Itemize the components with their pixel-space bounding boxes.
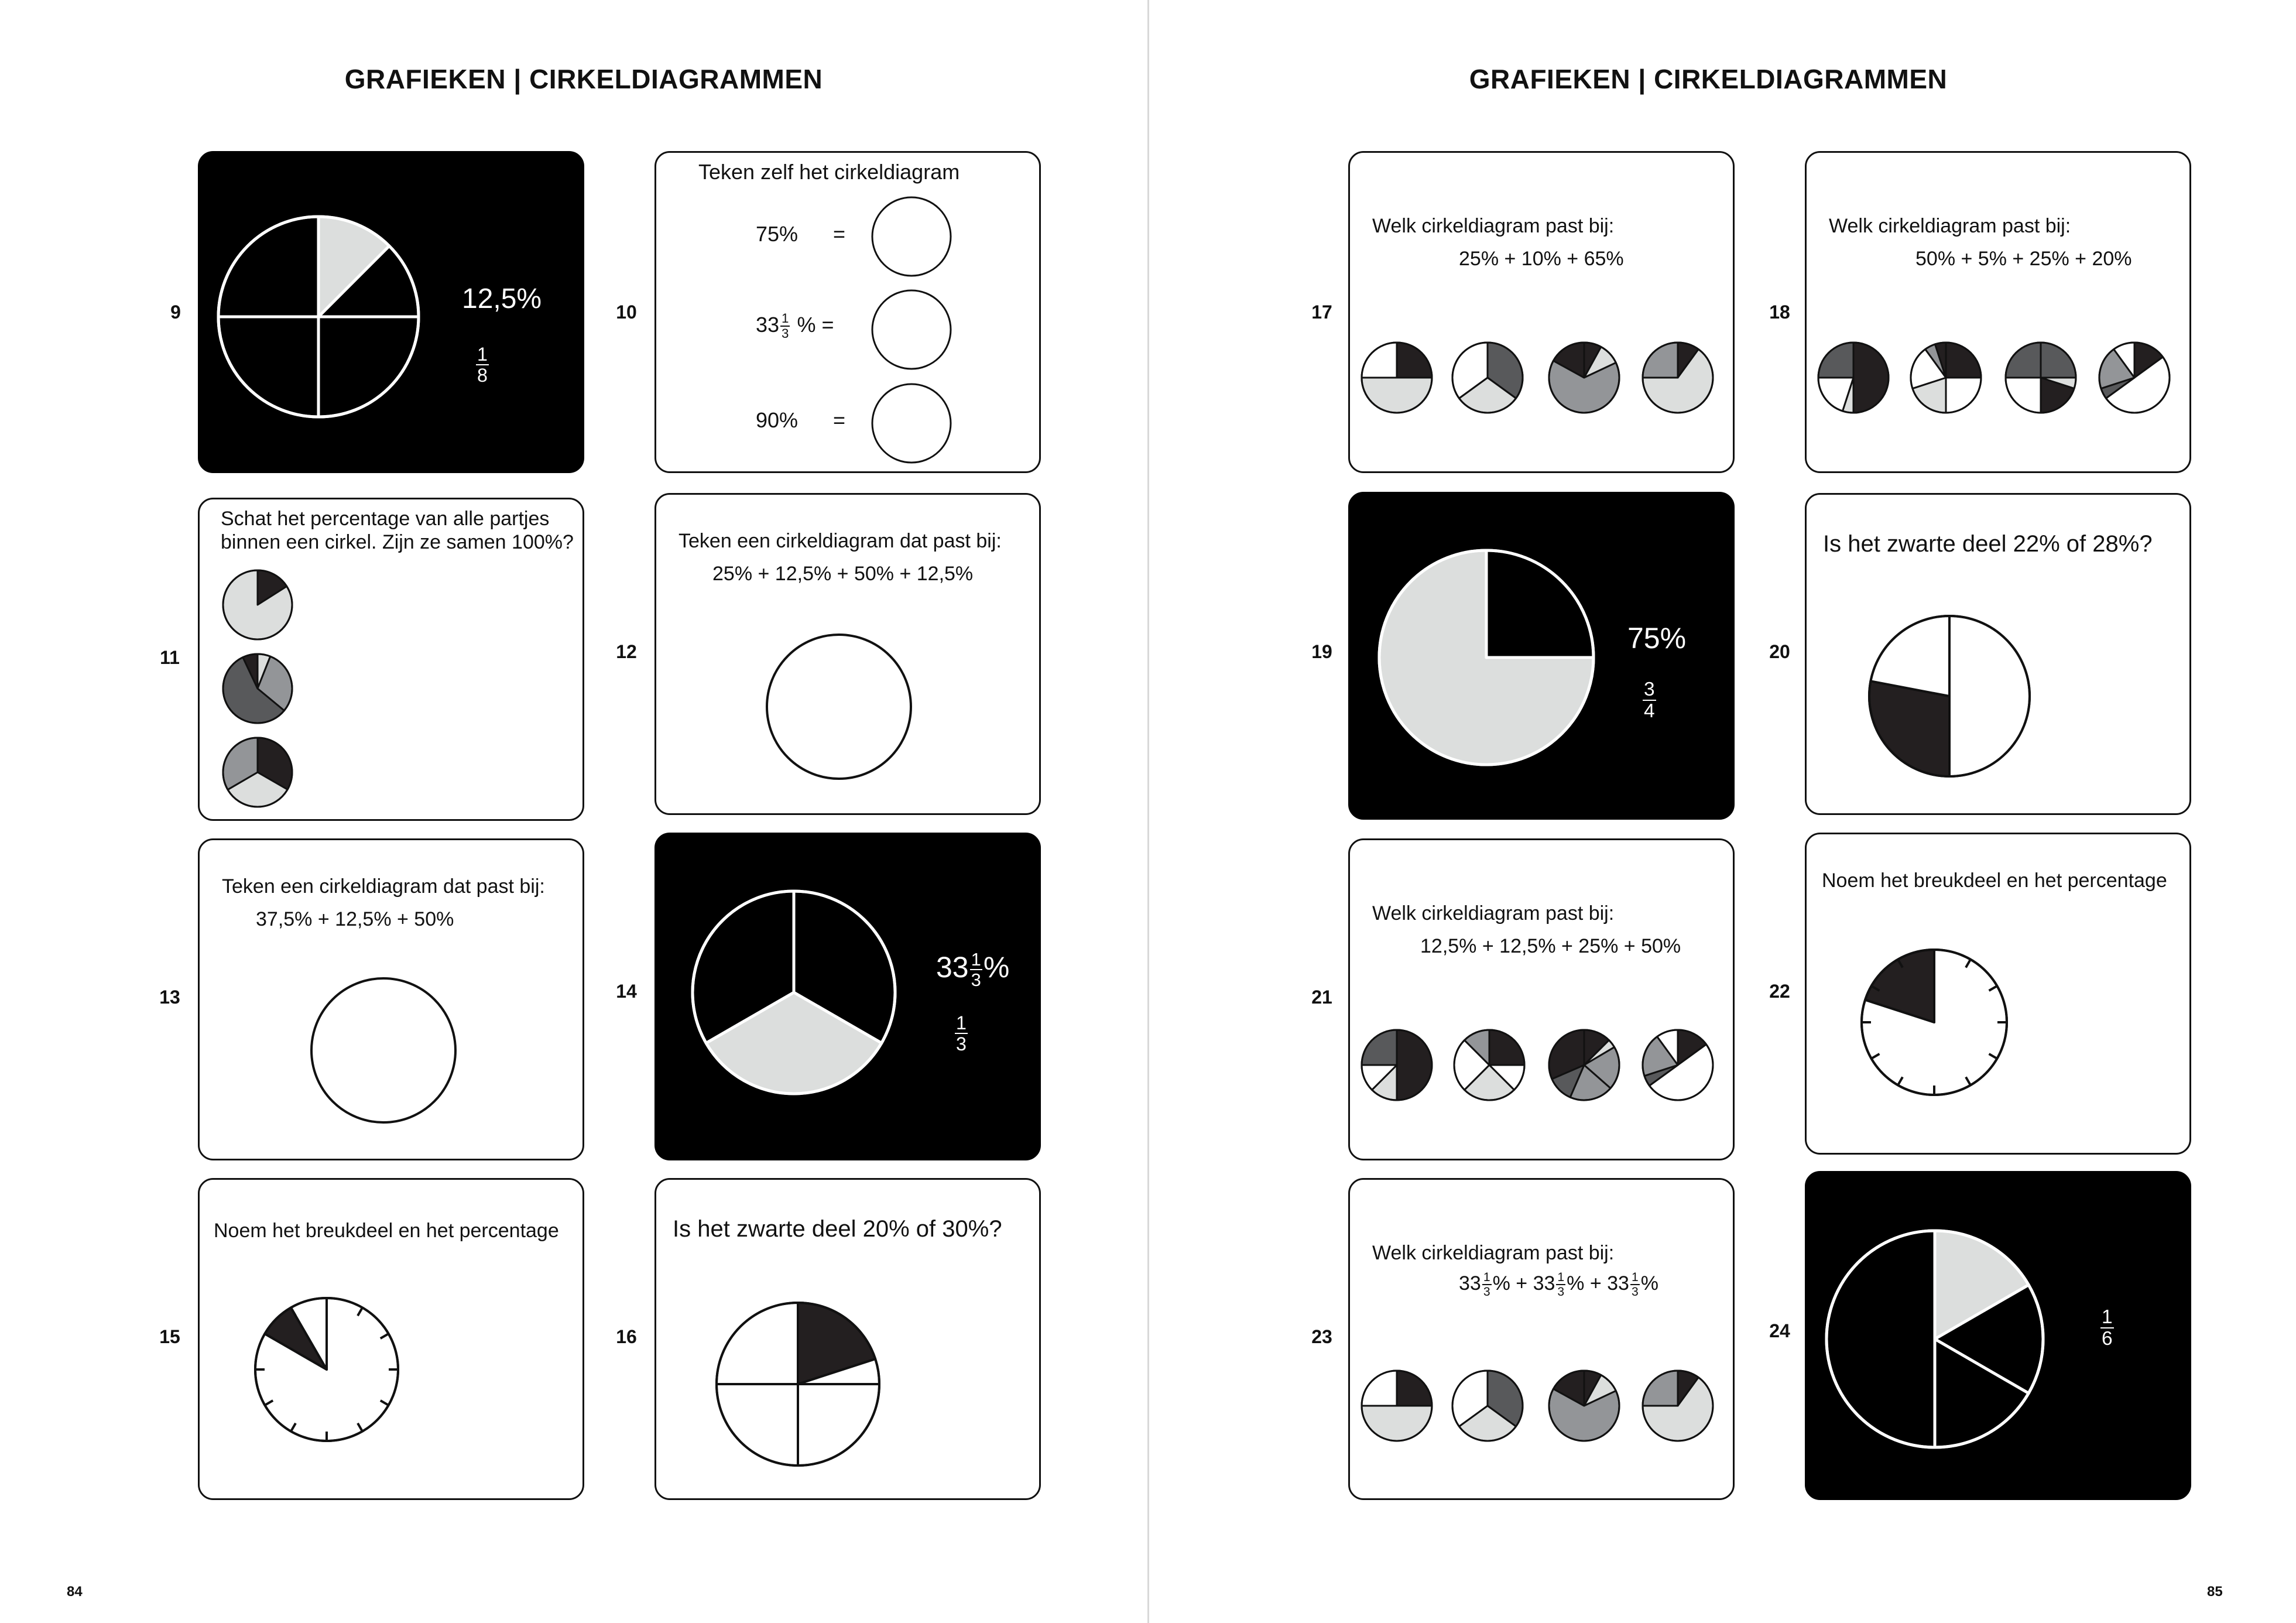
percent-label: 90% [756, 408, 799, 432]
pie [1826, 1231, 2043, 1447]
pie-option[interactable] [1643, 1030, 1713, 1100]
card-11 [198, 498, 584, 821]
clock-pie [200, 1180, 584, 1500]
card-21 [1348, 838, 1735, 1160]
pie-options [1350, 1180, 1735, 1500]
question-number: 23 [1311, 1326, 1332, 1347]
question-number: 11 [160, 647, 180, 668]
fraction-label: $\frac{1}{6}$ [2102, 1306, 2113, 1350]
pie-option[interactable] [1452, 343, 1523, 413]
card-text: Noem het breukdeel en het percentage [1822, 869, 2167, 892]
pie [1379, 550, 1594, 765]
question-number: 19 [1311, 641, 1332, 662]
pie [255, 1298, 398, 1441]
card-14 [654, 833, 1041, 1160]
card-text: binnen een cirkel. Zijn ze samen 100%? [221, 531, 574, 553]
pie-sixths [1807, 1173, 2191, 1500]
card-15 [198, 1178, 584, 1500]
question-number: 17 [1311, 302, 1332, 323]
card-text: Schat het percentage van alle partjes [221, 508, 550, 530]
pie-option[interactable] [1362, 343, 1432, 413]
pie-option[interactable] [1643, 343, 1713, 413]
pie-thirds [656, 834, 1041, 1160]
pie [717, 1303, 879, 1466]
pie-options [1807, 153, 2191, 473]
card-text: Welk cirkeldiagram past bij: [1829, 215, 2071, 237]
question-number: 16 [616, 1326, 637, 1347]
pie-option[interactable] [2006, 343, 2076, 413]
pie-slice [1870, 616, 1949, 696]
pie [223, 654, 292, 723]
percent-label: 75% [1627, 622, 1687, 655]
empty-circle[interactable] [872, 384, 951, 463]
pie-slice [1949, 616, 2030, 776]
card-text: 25% + 12,5% + 50% + 12,5% [712, 563, 974, 585]
pie-slice [1486, 550, 1594, 658]
pie-slice [1362, 1406, 1432, 1441]
card-text: Is het zwarte deel 22% of 28%? [1823, 531, 2153, 557]
equals-sign: = [833, 408, 846, 432]
pie-half [1807, 495, 2191, 815]
empty-circles [656, 153, 1041, 473]
page-title: GRAFIEKEN | CIRKELDIAGRAMMEN [344, 64, 823, 94]
card-17 [1348, 151, 1735, 473]
card-text: 37,5% + 12,5% + 50% [256, 908, 454, 930]
empty-circle-area [656, 495, 1041, 815]
card-heading: Teken zelf het cirkeldiagram [698, 160, 960, 184]
pie [218, 217, 419, 417]
pie-options [1350, 840, 1735, 1160]
pie [1862, 950, 2007, 1095]
card-text: 33 $\frac{1}{3}$ % + 33 $\frac{1}{3}$ % + 33 $\frac{1}{3}$ % [1459, 1271, 1658, 1299]
pie-option[interactable] [1362, 1030, 1432, 1100]
card-text: 12,5% + 12,5% + 25% + 50% [1420, 935, 1681, 957]
equals-sign: = [833, 222, 846, 246]
card-text: Welk cirkeldiagram past bij: [1372, 902, 1615, 925]
fraction-label: $\frac{3}{4}$ [1644, 679, 1655, 723]
card-19 [1348, 492, 1735, 820]
card-text: 25% + 10% + 65% [1459, 248, 1624, 270]
pie-option[interactable] [1911, 343, 1981, 413]
percent-label: 12,5% [462, 283, 542, 314]
card-9 [198, 151, 584, 473]
pie-slice [1853, 343, 1889, 413]
pie [1869, 616, 2030, 776]
percent-label: 75% [756, 222, 799, 246]
card-10 [654, 151, 1041, 473]
card-text: Welk cirkeldiagram past bij: [1372, 1242, 1615, 1264]
question-number: 14 [616, 981, 637, 1002]
card-text: Teken een cirkeldiagram dat past bij: [678, 530, 1002, 552]
card-text: Noem het breukdeel en het percentage [214, 1220, 559, 1242]
page-title: GRAFIEKEN | CIRKELDIAGRAMMEN [1469, 64, 1948, 94]
card-13 [198, 838, 584, 1160]
pie [693, 891, 895, 1094]
question-number: 22 [1769, 981, 1790, 1002]
question-number: 13 [159, 987, 180, 1008]
pie-option[interactable] [1452, 1371, 1523, 1441]
card-20 [1805, 493, 2191, 815]
card-23 [1348, 1178, 1735, 1500]
empty-circle[interactable] [872, 197, 951, 276]
card-12 [654, 493, 1041, 815]
pie-quarter [1350, 494, 1735, 820]
card-24 [1805, 1171, 2191, 1500]
question-number: 18 [1769, 302, 1790, 323]
empty-circle-area [200, 840, 584, 1160]
question-number: 21 [1311, 987, 1332, 1008]
pie-slice [1869, 681, 1949, 776]
pie-slice [1826, 1231, 1935, 1447]
pie-option[interactable] [1549, 1371, 1619, 1441]
page-number: 85 [2207, 1584, 2223, 1600]
question-number: 10 [616, 302, 637, 323]
empty-circle[interactable] [872, 290, 951, 369]
pie-option[interactable] [1549, 1030, 1619, 1100]
page-number: 84 [67, 1584, 83, 1600]
pie-option[interactable] [1818, 343, 1889, 413]
pie-set [200, 499, 584, 821]
pie-option[interactable] [1643, 1371, 1713, 1441]
pie-option[interactable] [1549, 343, 1619, 413]
fraction-label: $\frac{1}{3}$ [956, 1012, 967, 1055]
empty-circle[interactable] [311, 978, 455, 1122]
question-number: 24 [1769, 1320, 1790, 1341]
pie-option[interactable] [1362, 1371, 1432, 1441]
empty-circle[interactable] [767, 635, 911, 779]
card-text: 50% + 5% + 25% + 20% [1915, 248, 2132, 270]
pie-slice [1362, 378, 1432, 413]
percent-label: 33 $\frac{1}{3}$ % = [756, 311, 834, 341]
page-spine [1147, 0, 1149, 1623]
pie-option[interactable] [1454, 1030, 1524, 1100]
question-number: 12 [616, 641, 637, 662]
clock-pie [1807, 834, 2191, 1155]
pie-quarters [656, 1180, 1041, 1500]
card-text: Welk cirkeldiagram past bij: [1372, 215, 1615, 237]
card-18 [1805, 151, 2191, 473]
pie-slice [1397, 1030, 1432, 1100]
question-number: 15 [159, 1326, 180, 1347]
card-22 [1805, 833, 2191, 1155]
card-text: Is het zwarte deel 20% of 30%? [673, 1216, 1002, 1242]
pie-options [1350, 153, 1735, 473]
pie [223, 570, 292, 639]
card-16 [654, 1178, 1041, 1500]
question-number: 20 [1769, 641, 1790, 662]
pie-option[interactable] [2099, 343, 2170, 413]
percent-label: 33 $\frac{1}{3}$ % [936, 949, 1010, 990]
pie [223, 738, 292, 807]
fraction-label: $\frac{1}{8}$ [477, 344, 488, 386]
question-number: 9 [170, 302, 181, 323]
card-text: Teken een cirkeldiagram dat past bij: [222, 875, 545, 898]
